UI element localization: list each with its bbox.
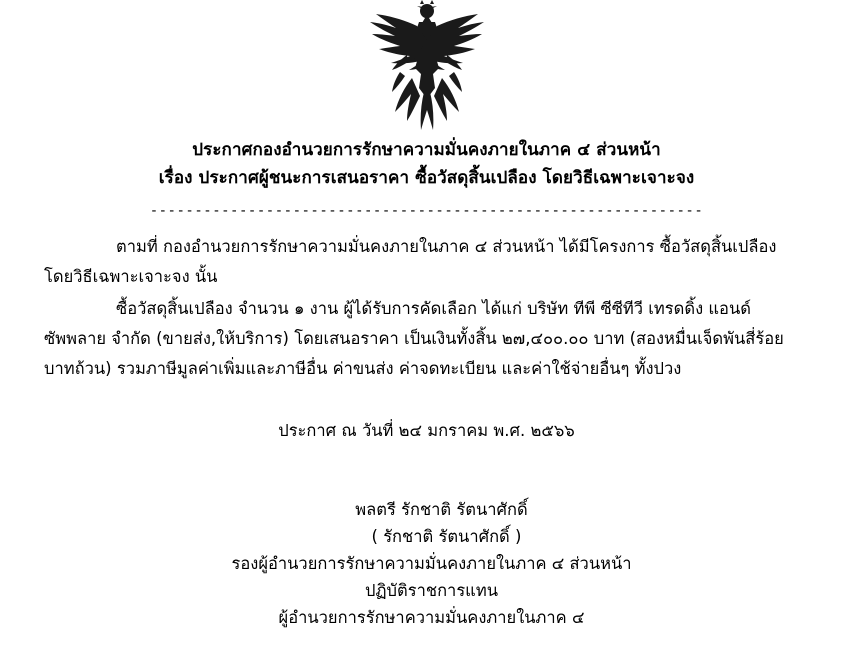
title-divider: -------------------------------------------------------------- — [149, 203, 704, 219]
garuda-emblem-icon — [362, 0, 492, 132]
signer-position-3: ผู้อำนวยการรักษาความมั่นคงภายในภาค ๔ — [278, 608, 585, 627]
title-line-1: ประกาศกองอำนวยการรักษาความมั่นคงภายในภาค ๔ ส่วนหน้า — [192, 140, 661, 160]
title-line-2: เรื่อง ประกาศผู้ชนะการเสนอราคา ซื้อวัสดุสิ้นเปลือง โดยวิธีเฉพาะเจาะจง — [158, 168, 695, 188]
paragraph-2: ซื้อวัสดุสิ้นเปลือง จำนวน ๑ งาน ผู้ได้รับการคัดเลือก ได้แก่ บริษัท ทีพี ซีซีทีวี เทรดดิ้ง แอนด์ ซัพพลาย จำกัด (ขายส่ง,ให้บริการ) โดยเสนอราคา เป็นเงินทั้งสิ้น ๒๗,๔๐๐.๐๐ บาท (สองหมื่นเจ็ดพันสี่ร้อยบาทถ้วน) รวมภาษีมูลค่าเพิ่มและภาษีอื่น ค่าขนส่ง ค่าจดทะเบียน และค่าใช้จ่ายอื่นๆ ทั้งปวง — [44, 299, 784, 378]
signer-name-paren: ( รักชาติ รัตนาศักดิ์ ) — [371, 527, 522, 546]
document-body — [30, 232, 823, 384]
emblem-container — [30, 0, 823, 132]
signer-position-2: ปฏิบัติราชการแทน — [365, 581, 498, 600]
paragraph-1: ตามที่ กองอำนวยการรักษาความมั่นคงภายในภาค ๔ ส่วนหน้า ได้มีโครงการ ซื้อวัสดุสิ้นเปลือง โดยวิธีเฉพาะเจาะจง นั้น — [44, 237, 777, 286]
signature-block — [30, 496, 823, 631]
announcement-date: ประกาศ ณ วันที่ ๒๔ มกราคม พ.ศ. ๒๕๖๖ — [278, 421, 575, 440]
signer-position-1: รองผู้อำนวยการรักษาความมั่นคงภายในภาค ๔ ส่วนหน้า — [231, 554, 632, 573]
signer-name: พลตรี รักชาติ รัตนาศักดิ์ — [355, 500, 528, 519]
document-title — [30, 136, 823, 192]
